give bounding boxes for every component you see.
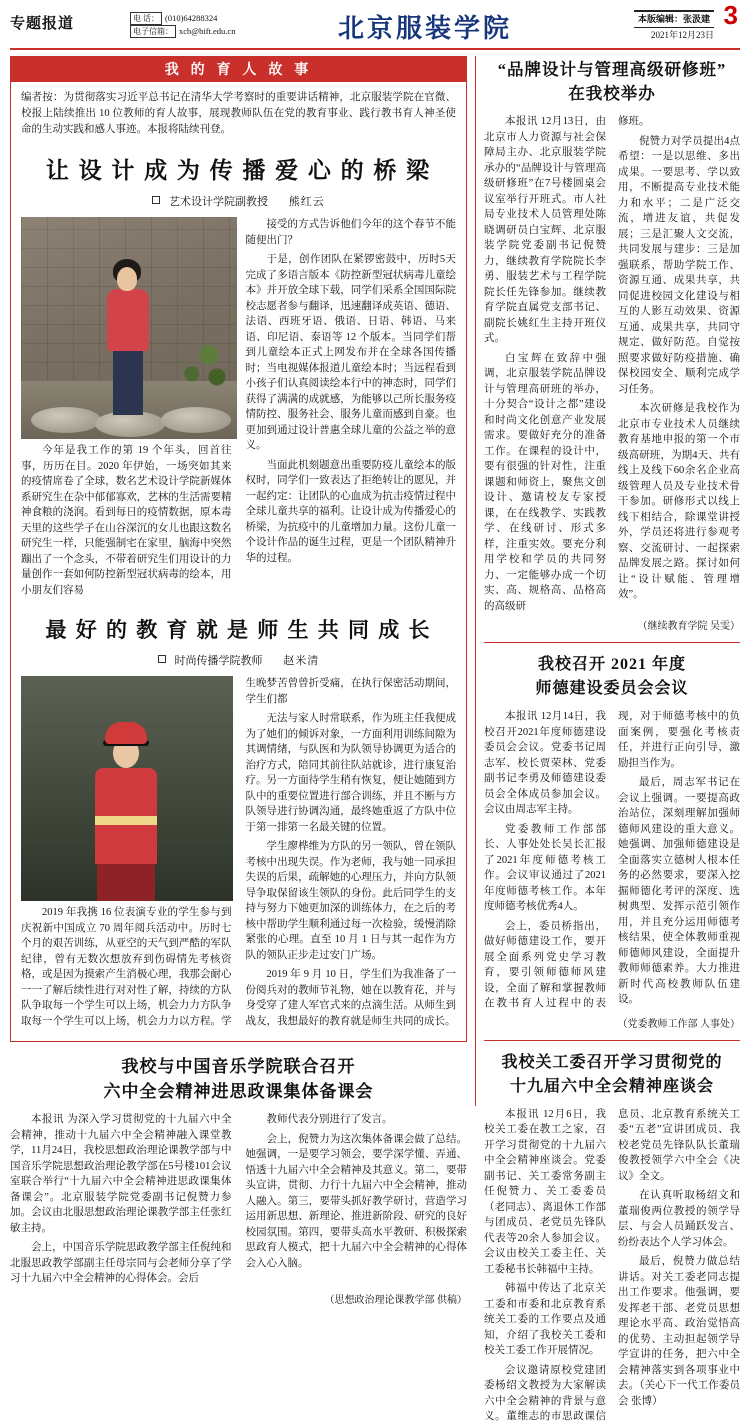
- article3-body: [10, 1112, 467, 1287]
- article1-headline: 让 设 计 成 为 传 播 爱 心 的 桥 梁: [45, 158, 432, 183]
- headline-line2: 师德建设委员会会议: [535, 680, 689, 697]
- email-value: xcb@bift.edu.cn: [179, 26, 236, 36]
- headline-line1: 我校召开 2021 年度: [537, 656, 686, 673]
- photo-person-body: [107, 289, 149, 351]
- square-bullet-icon: [158, 655, 166, 663]
- square-bullet-icon: [152, 196, 160, 204]
- phone-value: (010)64288324: [165, 13, 218, 23]
- contact-block: [130, 6, 310, 38]
- headline-line1: “品牌设计与管理高级研修班”: [497, 60, 727, 79]
- divider: [484, 642, 740, 643]
- right-article3-headline: [484, 1051, 740, 1099]
- divider: [484, 1040, 740, 1041]
- paragraph: 会上，中国音乐学院思政教学部主任倪纯和北服思政教学部副主任母宗同与会老师分享了学习十九届六中全会精神的心得体会。会后: [10, 1242, 232, 1284]
- right-article1-sign: （继续教育学院 吴雯）: [637, 621, 740, 632]
- editor-credit: 本版编辑：张汲建: [634, 10, 714, 28]
- article3-headline-line1: 我校与中国音乐学院联合召开: [121, 1057, 356, 1076]
- paragraph: 2019 年 9 月 10 日，学生们为我准备了一份阅兵对的教师节礼物，她在以教育花，并与身受穿了建人军官式来的点滴生活。从师生到战友，我想最好的教育就是师生共同的成长。: [245, 969, 456, 1027]
- paragraph: 接受的方式告诉他们今年的这个春节不能随便出门？: [245, 219, 456, 246]
- headline-line2: 十九届六中全会精神座谈会: [509, 1077, 714, 1095]
- photo-plant: [175, 329, 231, 393]
- paragraph: 在认真听取杨绍文和董瑞俊两位教授的领学导层、与会人员踊跃发言、纷纷表达个人学习体会。: [618, 1190, 740, 1248]
- paragraph: 韩福中传达了北京关工委和市委和北京教育系统关工委的工作要点及通知，介绍了我校关工委和校关工委工作开展情况。: [484, 1283, 606, 1356]
- article1-byline: [21, 193, 456, 209]
- right-article1-headline: [484, 58, 740, 106]
- paragraph: 最后，倪赞力做总结讲话。对关工委老同志提出工作要求。他强调，要发挥老干部、老党员思想理论水平高、政治觉悟高的优势、主动担起领学导学宣讲的任务，把六中全会精神落实到各项事业中去。（关心下一代工作委员会 张博）: [618, 1256, 740, 1407]
- paragraph: 会议邀请原校党建团委杨绍文教授为大家解读六中全会精神的背景与意义。董维志的市思政课信息员、北京教育系统关工委“五老”宣讲团成员、我校老党员先锋队队长董瑞俊教授领学六中全会《决议》全文。: [484, 1108, 740, 1422]
- article3-headline-line2: 六中全会精神进思政课集体备课会: [103, 1082, 374, 1101]
- email-label: 电子信箱：: [130, 25, 176, 38]
- article2-author: 赵米清: [283, 655, 320, 667]
- paragraph: 会上，倪赞力为这次集体备课会做了总结。她强调，一是要学习领会，要学深学懂、弄通、悟透十九届六中全会精神及其意义。第二，要带头宣讲，贯彻、力行十九届六中全会精神，推动人融入。第三，要带头抓好教学研讨，营造学习运用新思想、新理论、推进新阶段、研究的良好校园氛围。第四，要带头高水平教研、积极探索思政育人模式，把十九届六中全会精神的心得体会入心入脑。: [245, 1133, 467, 1269]
- paragraph: 今年是我工作的第 19 个年头，回首往事，历历在目。2020 年伊始，一场突如其来的疫情席卷了全球，数名艺术设计学院新媒体系研究生在杂中郁郁寡欢，艺林的生活需要精神食粮的浇润。看到每日的疫情数据，原本毒天里的这些学子在山谷深沉的女儿也跟这数名研究生一样，只能强制宅在家里，脑海中突然蹦出了一个念头，不带着研究生们用设计的力量创作一套如何防控新型冠状病毒的绘本，用小朋友们容易: [21, 445, 232, 596]
- paragraph: 本报讯 为深入学习贯彻党的十九届六中全会精神，推动十九届六中全会精神融入课堂教学，11月24日，我校思想政治理论课教学部与中国音乐学院思想政治理论教学部在5号楼101会议室联合举行“十九届六中全会精神进思政课集体备课会”。北京服装学院党委副书记倪赞力参加。会议由北服思想政治理论课教学部主任张红敏主持。: [10, 1114, 232, 1234]
- right-article3-body: [484, 1107, 740, 1425]
- left-column: [10, 56, 476, 1306]
- paragraph: 党委教师工作部部长、人事处处长吴长汇报了2021年度师德考核工作。会议审议通过了2021年度师德考核工作。本年度师德考核优秀4人。: [484, 823, 606, 912]
- page-body: [10, 56, 740, 1422]
- right-article2-body: [484, 709, 740, 1012]
- publish-date: 2021年12月23日: [650, 30, 714, 40]
- right-article2-headline: [484, 653, 740, 701]
- page-number: 3: [723, 0, 738, 30]
- article1-author: 熊红云: [288, 196, 325, 208]
- paragraph: 本报讯 12月6日，我校关工委在教工之家，召开学习贯彻党的十九届六中全会精神座谈会。党委副书记、关工委常务副主任倪赞力、关工委委员（老同志）、离退休工作部与团成员、老党员先锋队代表等20余人参加会议。会议由校关工委主任、关工委秘书长韩福中主持。: [484, 1108, 606, 1275]
- article2-dept: 时尚传播学院教师: [174, 655, 263, 667]
- paragraph: 会上，委员桥指出，做好师德建设工作，要开展全面系列党史学习教育，要引领师德师风建设，全面了解和掌握教师在教书育人过程中的表现，对于师德考核中的负面案例，要强化考核责任，并进行正向引导，激励担当作为。: [484, 711, 740, 1009]
- paragraph: 学生廖桦维为方队的另一领队，曾在领队考核中出现失误。作为老师，我与她一同承担失误的后果，疏解她的心理压力，并向方队领导争取保留该生领队的身份。此后同学生的支持与努力下她更加深的训练体力，在之后的考核中帮助学生顺利通过每一次检验，缓慢消除紧张的心理。直至 10 月 1 日与其一起作为方队的领队正步走过安门广场。: [245, 841, 456, 961]
- masthead-right: [540, 0, 740, 43]
- photo-person-head: [117, 267, 137, 291]
- paragraph: 教师代表分别进行了发言。: [266, 1114, 393, 1125]
- article3-source: （思想政治理论课教学部 供稿）: [324, 1294, 467, 1306]
- paper-title: 北京服装学院: [337, 14, 512, 43]
- paragraph: 最后，周志军书记在会议上强调。一要提高政治站位，深刻理解加强师德师风建设的重大意义。她强调、加强师德建设是全面落实立德树人根本任务的必然要求，要深入挖掘师德化考评的深度、选树典型、发挥示范引领作用，并且充分运用师德考核结果，使全体教师重视师德师风建设，全面提升教师师德素养。大力推进新时代高校教师队伍建设。: [618, 777, 740, 1005]
- photo-person-legs: [113, 349, 143, 415]
- photo-stone: [31, 407, 101, 433]
- article2-body: [21, 676, 456, 1031]
- article3-headline: [10, 1054, 467, 1104]
- right-column: [476, 56, 740, 1422]
- paragraph: 本报讯 12月14日，我校召开2021年度师德建设委员会会议。党委书记周志军、校长贾荣林、党委副书记李勇及师德建设委员会全体成员参加会议。会议由周志军主持。: [484, 711, 606, 815]
- article1-body: [21, 217, 456, 598]
- article1-photo: [21, 217, 237, 439]
- paragraph: 本报讯 12月13日，由北京市人力资源与社会保障局主办、北京服装学院承办的“品牌设计与管理高级研修班”在7号楼圆桌会议室举行开班式。市人社局专业技术人员管理处陈晓调研员白宝辉、北京服装学院党委副书记倪赞力，继续教育学院院长李勇、服装艺术与工程学院院长任先锋参加。继续教育学院直属党支部书记、副院长姚红生主持开班仪式。: [484, 116, 606, 344]
- headline-line1: 我校关工委召开学习贯彻党的: [501, 1053, 723, 1071]
- paragraph: 2019 年我携 16 位表演专业的学生参与到庆祝新中国成立 70 周年阅兵活动中。历时七个月的艰苦训练，从亚空的天气到严酷的军队纪律，曾有无数次想放弃到伤碍情先考核资格，或是因为摸索产生消极心理，我那会耐心一一了解后续性进行对对性了解，持续的方队队争取每一个学生可以上场，机会力力方队争取每一个学生可以上场，机会力力以方程。学生晚梦苦曾曾折受痛，在执行保密活动期间，学生们都: [21, 678, 456, 1027]
- phone-label: 电 话：: [130, 12, 162, 25]
- editor-note: 编者按：为贯彻落实习近平总书记在清华大学考察时的重要讲话精神，北京服装学院在官微、校报上陆续推出 10 位教师的育人故事，展现教师队伍在党的教育事业、践行教书育人神圣使命的生动实践和感人事迹。本报将陆续刊登。: [21, 92, 456, 135]
- paragraph: 倪赞力对学员提出4点希望：一是以思维、多出成果。一要思考、学以致用，不断提高专业技术能力和水平；二是广泛交流，增进友谊，共促发展；三是汇聚人文交流，共同发展与建步：三是加强联系，帮助学院工作、资源互通、成果共享，共同促进校园文化建设与相互的人影互动效果、资源互通、成果共享，共同守规定、做好防范。自觉按照要求做好防疫措施、确保校园安全、顺利完成学习任务。: [618, 135, 740, 395]
- article2-byline: [21, 652, 456, 668]
- section-banner: 我 的 育 人 故 事: [10, 56, 467, 82]
- article2-photo: [21, 676, 233, 901]
- article1-dept: 艺术设计学院副教授: [169, 196, 268, 208]
- paragraph: 白宝辉在致辞中强调，北京服装学院品牌设计与管理高研班的举办，十分契合“设计之都”建设和时尚文化创意产业发展需求。要做好充分的准备工作。在课程的设计中，要有很强的针对性，注重课题和师资上，聚焦文创设计、邀请校友专家授课，在在线教学、实践教学、在线研讨、形式多样，注重实效。要充分利用学校和学员的共同努力、一定能够办成一个切实、高、规格高、品格高的高级研: [484, 352, 606, 612]
- article2-headline: 最 好 的 教 育 就 是 师 生 共 同 成 长: [45, 618, 432, 642]
- paragraph: 无法与家人时常联系，作为班主任我便成为了她们的倾诉对象，一方面利用训练间隙为其调情绪，与队医和为队领导协调更为适合的治疗方式，陪同其前往队站就诊，进行康复治疗。另一方面待学生稍有恢复，便让她随到方队中的重要位置进行部合训练，并且不断与方队领导进行协调沟通，最终她重返了方队中位于第一排第一名最关键的位置。: [245, 713, 456, 833]
- masthead: [10, 0, 740, 50]
- headline-line2: 在我校举办: [568, 84, 656, 103]
- paragraph: 修班。: [618, 116, 650, 127]
- right-article1-body: [484, 114, 740, 614]
- photo-cap: [105, 722, 147, 744]
- paragraph: 当面此机刻题意出重要防疫儿童绘本的版权时，同学们一致表达了拒绝转让的愿见，并一起约定：让团队的心血成为抗击疫情过程中全球儿童共享的福利。让设计成为传播爱心的桥梁，为抗疫中的儿童增加力量。这份儿童一个设计作品的诞生过程，更是一个团队精神升华的过程。: [245, 459, 456, 564]
- paragraph: 本次研修是我校作为北京市专业技术人员继续教育基地申报的第一个市级高研班，为期4天、共有线上及线下60余名企业高级管理人员及专业技术骨干参加。研修形式以线上线下相结合，除课堂讲授外，学员还将进行参观考察、交流研讨、一起探索品牌发展之路。探讨如何让“设计赋能、管理增效”。: [618, 403, 740, 600]
- section-label: 专题报道: [10, 15, 75, 32]
- featured-box: [10, 82, 467, 1042]
- right-article2-sign: （党委教师工作部 人事处）: [617, 1018, 740, 1030]
- photo-person-belt: [95, 816, 157, 825]
- paragraph: 于是，创作团队在紧锣密鼓中，历时5天完成了多语言版本《防控新型冠状病毒儿童绘本》并开放全球下载，同学们采系全国国际院校志愿者参与翻译，迅速翻译成英语、德语、法语、西班牙语、俄语、日语、韩语、马来语、印尼语、泰语等 12 个版本。当同学们帮到儿童绘本正式上网发布并在全球各国传播时；当电视媒体报道儿童绘本时；当远程看到小孩子们认真阅读绘本行中的神态时，同学们获得了满满的成就感，为能够以己所长服务疫情防控、服务社会、服务儿童而感到自豪。也更加到通过设计普惠全球儿童的公益之举的意义。: [245, 254, 456, 451]
- photo-stone: [161, 407, 231, 433]
- photo-person-skirt: [97, 864, 155, 901]
